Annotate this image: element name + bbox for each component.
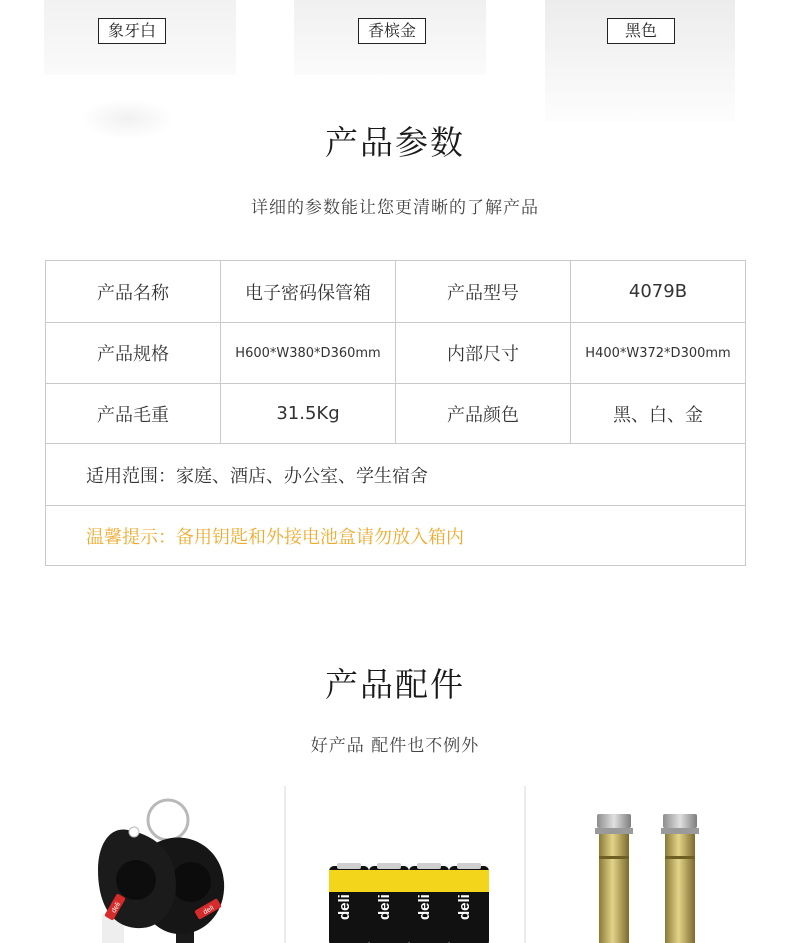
spare-keys-image: [0, 786, 282, 943]
params-title: 产品参数: [325, 123, 465, 162]
batteries-image: [287, 786, 523, 943]
accessories-subtitle: 好产品 配件也不例外: [310, 736, 480, 756]
table-row: [46, 444, 746, 506]
svg-text:deli: deli: [456, 894, 473, 920]
battery-icon: [409, 863, 449, 943]
divider: [284, 786, 286, 943]
spec-value-inner-size: H400*W372*D300mm: [571, 323, 746, 384]
svg-text:deli: deli: [416, 894, 433, 920]
table-row: [46, 323, 746, 384]
svg-text:deli: deli: [336, 894, 353, 920]
spec-value-model: 4079B: [571, 261, 746, 323]
spec-table: [45, 260, 746, 566]
table-row: [46, 261, 746, 323]
params-subtitle: 详细的参数能让您更清晰的了解产品: [251, 198, 539, 218]
spec-label-size: 产品规格: [46, 323, 221, 384]
battery-icon: [449, 863, 489, 943]
svg-text:deli: deli: [202, 904, 216, 917]
spec-label-inner-size: 内部尺寸: [396, 323, 571, 384]
battery-icon: [329, 863, 369, 943]
color-label-ivory: 象牙白: [98, 18, 166, 44]
spec-value-size: H600*W380*D360mm: [221, 323, 396, 384]
spec-value-name: 电子密码保管箱: [221, 261, 396, 323]
spec-label-color: 产品颜色: [396, 384, 571, 444]
spec-label-weight: 产品毛重: [46, 384, 221, 444]
color-label-gold: 香槟金: [358, 18, 426, 44]
bolt-icon: [595, 814, 633, 943]
spec-usage: 适用范围：家庭、酒店、办公室、学生宿舍: [46, 444, 746, 506]
svg-text:deli: deli: [110, 901, 123, 915]
spec-value-color: 黑、白、金: [571, 384, 746, 444]
svg-text:deli: deli: [376, 894, 393, 920]
accessories-title: 产品配件: [325, 665, 465, 704]
spec-label-name: 产品名称: [46, 261, 221, 323]
spec-tip: 温馨提示：备用钥匙和外接电池盒请勿放入箱内: [46, 506, 746, 566]
table-row: [46, 506, 746, 566]
table-row: [46, 384, 746, 444]
battery-icon: [369, 863, 409, 943]
spec-label-model: 产品型号: [396, 261, 571, 323]
expansion-bolts-image: [527, 786, 790, 943]
bolt-icon: [661, 814, 699, 943]
spec-value-weight: 31.5Kg: [221, 384, 396, 444]
divider: [524, 786, 526, 943]
color-label-black: 黑色: [607, 18, 675, 44]
